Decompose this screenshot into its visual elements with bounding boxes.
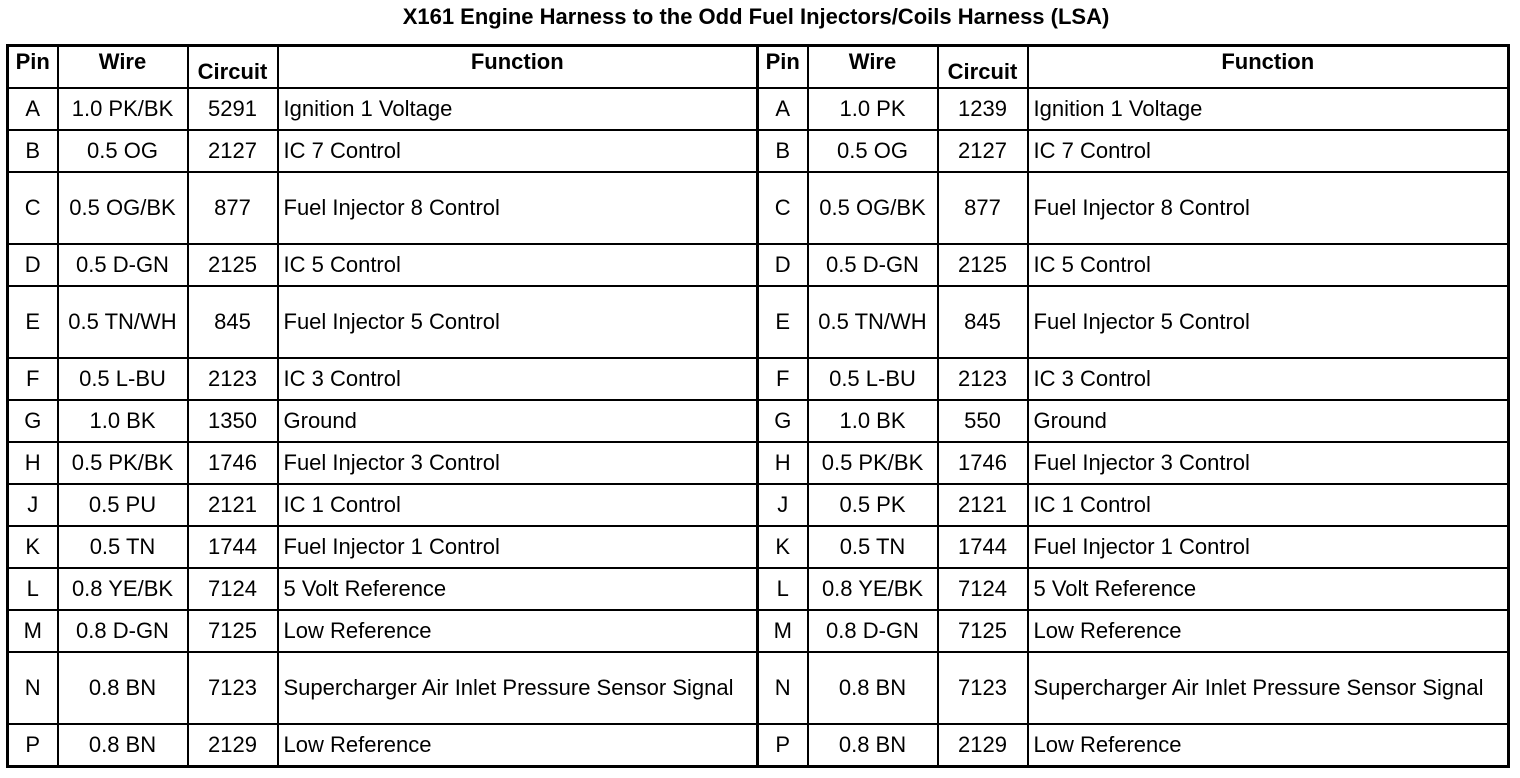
- header-pin: Pin: [8, 46, 58, 89]
- wire-cell: 0.8 BN: [808, 652, 938, 724]
- table-row: [8, 568, 1509, 610]
- circuit-cell: 1239: [938, 88, 1028, 130]
- circuit-cell: 2127: [188, 130, 278, 172]
- wire-cell: 0.5 OG: [808, 130, 938, 172]
- wire-cell: 1.0 BK: [58, 400, 188, 442]
- circuit-cell: 2121: [938, 484, 1028, 526]
- function-cell: Low Reference: [278, 610, 758, 652]
- circuit-cell: 2129: [188, 724, 278, 767]
- function-cell: Fuel Injector 8 Control: [278, 172, 758, 244]
- function-cell: Ground: [1028, 400, 1509, 442]
- pin-cell: N: [8, 652, 58, 724]
- wire-cell: 0.8 D-GN: [808, 610, 938, 652]
- circuit-cell: 2123: [938, 358, 1028, 400]
- table-row: [8, 484, 1509, 526]
- circuit-cell: 1350: [188, 400, 278, 442]
- pin-cell: F: [8, 358, 58, 400]
- wire-cell: 0.5 PK: [808, 484, 938, 526]
- wire-cell: 0.5 PU: [58, 484, 188, 526]
- function-cell: IC 5 Control: [278, 244, 758, 286]
- wire-cell: 0.5 D-GN: [808, 244, 938, 286]
- pin-cell: E: [8, 286, 58, 358]
- function-cell: Low Reference: [1028, 724, 1509, 767]
- circuit-cell: 1746: [938, 442, 1028, 484]
- pin-cell: N: [758, 652, 808, 724]
- circuit-cell: 7124: [938, 568, 1028, 610]
- header-function: Function: [1028, 46, 1509, 89]
- header-function: Function: [278, 46, 758, 89]
- function-cell: Fuel Injector 8 Control: [1028, 172, 1509, 244]
- function-cell: IC 7 Control: [1028, 130, 1509, 172]
- pin-cell: C: [758, 172, 808, 244]
- pin-cell: A: [758, 88, 808, 130]
- function-cell: Supercharger Air Inlet Pressure Sensor Signal: [278, 652, 758, 724]
- function-cell: Ignition 1 Voltage: [1028, 88, 1509, 130]
- pin-cell: J: [758, 484, 808, 526]
- pin-cell: J: [8, 484, 58, 526]
- wire-cell: 0.5 L-BU: [808, 358, 938, 400]
- circuit-cell: 2127: [938, 130, 1028, 172]
- function-cell: IC 7 Control: [278, 130, 758, 172]
- pin-cell: G: [8, 400, 58, 442]
- circuit-cell: 1744: [938, 526, 1028, 568]
- wire-cell: 0.8 YE/BK: [808, 568, 938, 610]
- header-wire: Wire: [58, 46, 188, 89]
- wire-cell: 0.5 PK/BK: [58, 442, 188, 484]
- wire-cell: 0.5 OG/BK: [808, 172, 938, 244]
- function-cell: Fuel Injector 5 Control: [1028, 286, 1509, 358]
- pin-cell: L: [8, 568, 58, 610]
- circuit-cell: 7125: [188, 610, 278, 652]
- table-row: [8, 724, 1509, 767]
- wire-cell: 0.8 YE/BK: [58, 568, 188, 610]
- pin-cell: D: [758, 244, 808, 286]
- header-wire: Wire: [808, 46, 938, 89]
- pin-cell: C: [8, 172, 58, 244]
- table-row: [8, 610, 1509, 652]
- function-cell: Low Reference: [1028, 610, 1509, 652]
- pin-cell: M: [758, 610, 808, 652]
- table-row: [8, 526, 1509, 568]
- circuit-cell: 2125: [938, 244, 1028, 286]
- circuit-cell: 2129: [938, 724, 1028, 767]
- function-cell: Fuel Injector 1 Control: [278, 526, 758, 568]
- function-cell: 5 Volt Reference: [278, 568, 758, 610]
- wire-cell: 0.5 PK/BK: [808, 442, 938, 484]
- pin-cell: K: [758, 526, 808, 568]
- circuit-cell: 877: [938, 172, 1028, 244]
- function-cell: Fuel Injector 3 Control: [278, 442, 758, 484]
- wire-cell: 0.8 D-GN: [58, 610, 188, 652]
- wire-cell: 0.5 TN: [58, 526, 188, 568]
- pin-cell: F: [758, 358, 808, 400]
- circuit-cell: 7123: [938, 652, 1028, 724]
- table-row: [8, 652, 1509, 724]
- table-row: [8, 244, 1509, 286]
- circuit-cell: 845: [188, 286, 278, 358]
- circuit-cell: 845: [938, 286, 1028, 358]
- wire-cell: 1.0 PK/BK: [58, 88, 188, 130]
- wire-cell: 1.0 PK: [808, 88, 938, 130]
- wire-cell: 0.8 BN: [58, 724, 188, 767]
- wire-cell: 0.5 OG: [58, 130, 188, 172]
- function-cell: Low Reference: [278, 724, 758, 767]
- function-cell: IC 5 Control: [1028, 244, 1509, 286]
- circuit-cell: 7123: [188, 652, 278, 724]
- pin-cell: M: [8, 610, 58, 652]
- function-cell: Fuel Injector 5 Control: [278, 286, 758, 358]
- function-cell: Fuel Injector 3 Control: [1028, 442, 1509, 484]
- header-row: [8, 46, 1509, 89]
- pinout-table: [6, 44, 1510, 768]
- circuit-cell: 5291: [188, 88, 278, 130]
- pin-cell: G: [758, 400, 808, 442]
- circuit-cell: 1744: [188, 526, 278, 568]
- pin-cell: A: [8, 88, 58, 130]
- wire-cell: 0.8 BN: [58, 652, 188, 724]
- function-cell: Fuel Injector 1 Control: [1028, 526, 1509, 568]
- function-cell: Supercharger Air Inlet Pressure Sensor Signal: [1028, 652, 1509, 724]
- wire-cell: 0.5 TN/WH: [808, 286, 938, 358]
- pin-cell: H: [8, 442, 58, 484]
- pin-cell: K: [8, 526, 58, 568]
- table-row: [8, 442, 1509, 484]
- pin-cell: E: [758, 286, 808, 358]
- circuit-cell: 2123: [188, 358, 278, 400]
- table-row: [8, 172, 1509, 244]
- pin-cell: L: [758, 568, 808, 610]
- wire-cell: 0.8 BN: [808, 724, 938, 767]
- function-cell: IC 3 Control: [278, 358, 758, 400]
- header-pin: Pin: [758, 46, 808, 89]
- table-row: [8, 358, 1509, 400]
- circuit-cell: 550: [938, 400, 1028, 442]
- wire-cell: 0.5 TN/WH: [58, 286, 188, 358]
- table-row: [8, 400, 1509, 442]
- header-circuit: Circuit: [188, 46, 278, 89]
- circuit-cell: 2121: [188, 484, 278, 526]
- function-cell: IC 1 Control: [278, 484, 758, 526]
- table-row: [8, 130, 1509, 172]
- circuit-cell: 7124: [188, 568, 278, 610]
- wire-cell: 0.5 D-GN: [58, 244, 188, 286]
- function-cell: IC 3 Control: [1028, 358, 1509, 400]
- pin-cell: B: [758, 130, 808, 172]
- circuit-cell: 877: [188, 172, 278, 244]
- function-cell: Ground: [278, 400, 758, 442]
- header-circuit: Circuit: [938, 46, 1028, 89]
- pin-cell: P: [8, 724, 58, 767]
- pin-cell: H: [758, 442, 808, 484]
- circuit-cell: 7125: [938, 610, 1028, 652]
- circuit-cell: 1746: [188, 442, 278, 484]
- pin-cell: P: [758, 724, 808, 767]
- table-row: [8, 88, 1509, 130]
- function-cell: IC 1 Control: [1028, 484, 1509, 526]
- wire-cell: 0.5 OG/BK: [58, 172, 188, 244]
- wire-cell: 0.5 TN: [808, 526, 938, 568]
- pin-cell: B: [8, 130, 58, 172]
- table-row: [8, 286, 1509, 358]
- circuit-cell: 2125: [188, 244, 278, 286]
- function-cell: 5 Volt Reference: [1028, 568, 1509, 610]
- pin-cell: D: [8, 244, 58, 286]
- wire-cell: 0.5 L-BU: [58, 358, 188, 400]
- wire-cell: 1.0 BK: [808, 400, 938, 442]
- page-title: X161 Engine Harness to the Odd Fuel Injectors/Coils Harness (LSA): [402, 4, 1110, 29]
- function-cell: Ignition 1 Voltage: [278, 88, 758, 130]
